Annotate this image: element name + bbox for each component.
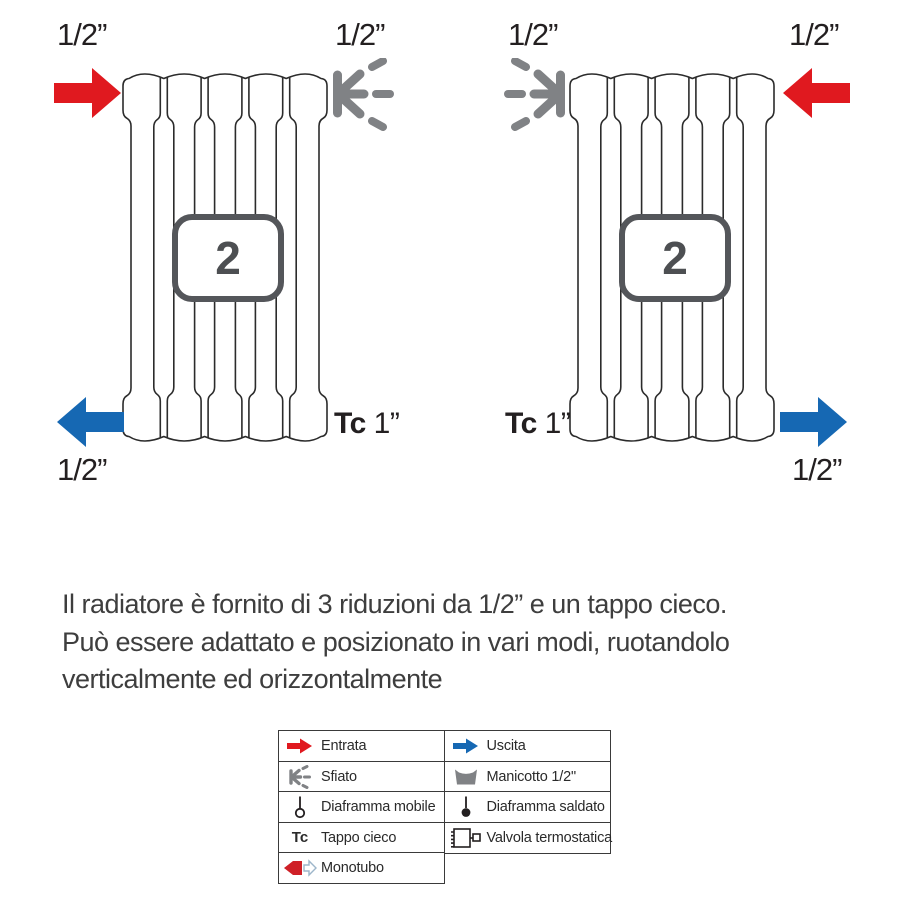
diaframma-mobile-icon <box>279 795 321 820</box>
size-label-bottom-right: 1/2” <box>792 452 842 487</box>
valvola-termostatica-icon <box>445 826 487 850</box>
tc-size: 1” <box>544 407 571 440</box>
entrata-arrow-icon <box>279 737 321 755</box>
legend-row-diaframma-saldato <box>444 791 611 823</box>
size-label-top-left: 1/2” <box>508 17 558 52</box>
legend-column-right <box>444 730 611 854</box>
legend-label: Monotubo <box>321 860 384 876</box>
diaframma-saldato-icon <box>445 795 487 820</box>
description-paragraph <box>62 586 729 699</box>
legend-label: Entrata <box>321 738 367 754</box>
manicotto-icon <box>445 767 487 787</box>
tc-symbol: Tc <box>334 407 366 440</box>
entrata-arrow-icon <box>54 67 122 119</box>
column-count-badge: 2 <box>619 214 731 302</box>
legend-label: Valvola termostatica <box>486 829 612 846</box>
legend-row-sfiato <box>278 761 445 793</box>
legend-row-monotubo <box>278 852 445 884</box>
legend-label: Diaframma saldato <box>486 799 605 815</box>
legend-row-diaframma-mobile <box>278 791 445 823</box>
sfiato-icon <box>327 58 401 132</box>
description-line-3: verticalmente ed orizzontalmente <box>62 664 443 694</box>
column-count-badge: 2 <box>172 214 284 302</box>
legend-row-valvola-termostatica <box>444 822 611 854</box>
tappo-cieco-label <box>505 407 570 441</box>
legend-label: Manicotto 1/2" <box>486 768 576 785</box>
monotubo-icon <box>279 857 321 879</box>
tc-symbol: Tc <box>505 407 537 440</box>
sfiato-icon <box>279 765 321 789</box>
tappo-cieco-symbol: Tc <box>291 829 309 846</box>
sfiato-icon <box>497 58 571 132</box>
tc-size: 1” <box>373 407 400 440</box>
legend-label: Tappo cieco <box>321 829 397 846</box>
size-label-top-right: 1/2” <box>789 17 839 52</box>
legend-row-manicotto <box>444 761 611 793</box>
tappo-cieco-label <box>334 407 399 441</box>
legend-label: Diaframma mobile <box>321 799 436 815</box>
legend-row-uscita <box>444 730 611 762</box>
size-label-top-right: 1/2” <box>335 17 385 52</box>
size-label-bottom-left: 1/2” <box>57 452 107 487</box>
description-line-2: Può essere adattato e posizionato in vari modi, ruotandolo <box>62 626 730 657</box>
uscita-arrow-icon <box>780 396 848 448</box>
legend-column-left <box>278 730 445 884</box>
description-line-1: Il radiatore è fornito di 3 riduzioni da 1/2” e un tappo cieco. <box>62 589 727 619</box>
legend-row-entrata <box>278 730 445 762</box>
uscita-arrow-icon <box>445 737 487 755</box>
uscita-arrow-icon <box>56 396 124 448</box>
legend-label: Uscita <box>486 738 526 754</box>
legend-row-tappo-cieco <box>278 822 445 854</box>
legend-table <box>278 730 611 884</box>
legend-label: Sfiato <box>321 768 357 785</box>
size-label-top-left: 1/2” <box>57 17 107 52</box>
entrata-arrow-icon <box>782 67 850 119</box>
